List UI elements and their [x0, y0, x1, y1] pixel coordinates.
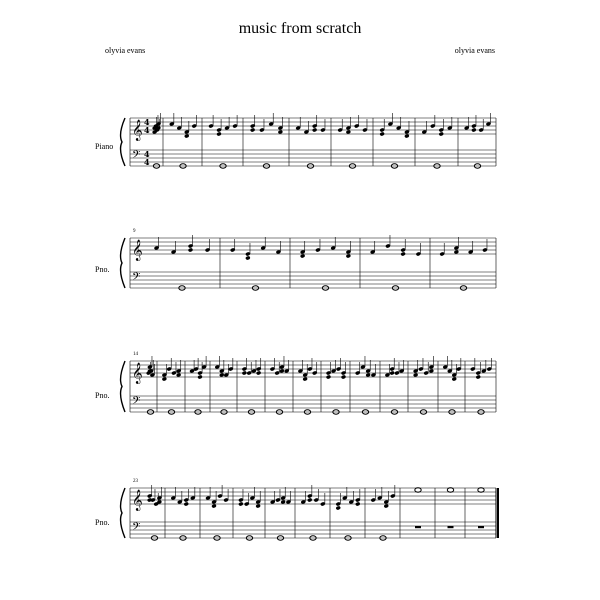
treble-whole-note: [447, 488, 453, 492]
composer-right: olyvia evans: [454, 46, 495, 55]
treble-chord-note: [454, 250, 459, 255]
treble-chord-note: [242, 371, 247, 376]
treble-whole-note: [415, 488, 421, 492]
score-notation: [85, 0, 515, 600]
treble-chord-note: [302, 377, 307, 382]
brace: [121, 118, 125, 166]
treble-chord-note: [452, 377, 457, 382]
treble-chord-note: [162, 377, 167, 382]
brace: [121, 361, 125, 412]
treble-time-signature-bottom: 4: [144, 125, 150, 135]
treble-chord-note: [188, 248, 193, 253]
instrument-label-system-1: Piano: [95, 142, 114, 151]
measure-number-system-3: 14: [133, 352, 138, 357]
whole-rest-icon: [448, 526, 454, 528]
bass-clef-icon: 𝄢: [132, 271, 141, 286]
bass-time-signature-bottom: 4: [144, 157, 150, 167]
treble-chord-note: [184, 502, 189, 507]
treble-chord-note: [346, 130, 351, 135]
composer-left: olyvia evans: [105, 46, 146, 55]
treble-chord-note: [250, 128, 255, 133]
treble-chord-note: [278, 130, 283, 135]
treble-chord-note: [219, 373, 224, 378]
treble-chord-note: [346, 254, 351, 259]
whole-rest-icon: [415, 526, 421, 528]
treble-chord-note: [238, 502, 243, 507]
instrument-label-system-2: Pno.: [95, 265, 110, 274]
treble-chord-note: [197, 375, 202, 380]
treble-chord-note: [379, 132, 384, 137]
treble-chord-note: [300, 254, 305, 259]
measure-number-system-4: 23: [133, 479, 138, 484]
treble-clef-icon: 𝄞: [132, 490, 143, 511]
treble-chord-note: [413, 373, 418, 378]
treble-chord-note: [312, 128, 317, 133]
treble-chord-note: [336, 506, 341, 511]
treble-chord-note: [211, 504, 216, 509]
treble-chord-note: [256, 371, 261, 376]
treble-chord-note: [216, 132, 221, 137]
bass-clef-icon: 𝄢: [132, 149, 141, 164]
treble-time-signature-top: 4: [144, 117, 150, 127]
treble-chord-note: [245, 256, 250, 261]
treble-clef-icon: 𝄞: [132, 363, 143, 384]
treble-chord-note: [279, 369, 284, 374]
sheet-music-page: [85, 0, 515, 600]
treble-chord-note: [176, 373, 181, 378]
treble-chord-note: [326, 375, 331, 380]
treble-clef-icon: 𝄞: [132, 120, 143, 141]
brace: [121, 238, 125, 288]
treble-chord-note: [184, 134, 189, 139]
treble-chord-note: [255, 504, 260, 509]
treble-chord-note: [389, 371, 394, 376]
bass-time-signature-top: 4: [144, 149, 150, 159]
treble-chord-note: [365, 373, 370, 378]
treble-chord-note: [341, 375, 346, 380]
bass-clef-icon: 𝄢: [132, 521, 141, 536]
treble-chord-note: [400, 252, 405, 257]
treble-chord-note: [307, 498, 312, 503]
instrument-label-system-4: Pno.: [95, 518, 110, 527]
treble-chord-note: [471, 128, 476, 133]
treble-whole-note: [478, 488, 484, 492]
brace: [121, 488, 125, 538]
treble-chord-note: [355, 502, 360, 507]
whole-rest-icon: [478, 526, 484, 528]
measure-number-system-2: 9: [133, 229, 136, 234]
treble-chord-note: [280, 500, 285, 505]
treble-clef-icon: 𝄞: [132, 240, 143, 261]
score-title: music from scratch: [238, 20, 362, 37]
treble-chord-note: [429, 369, 434, 374]
treble-chord-note: [384, 504, 389, 509]
instrument-label-system-3: Pno.: [95, 391, 110, 400]
treble-chord-note: [476, 375, 481, 380]
treble-chord-note: [404, 134, 409, 139]
bass-clef-icon: 𝄢: [132, 395, 141, 410]
treble-chord-note: [439, 132, 444, 137]
